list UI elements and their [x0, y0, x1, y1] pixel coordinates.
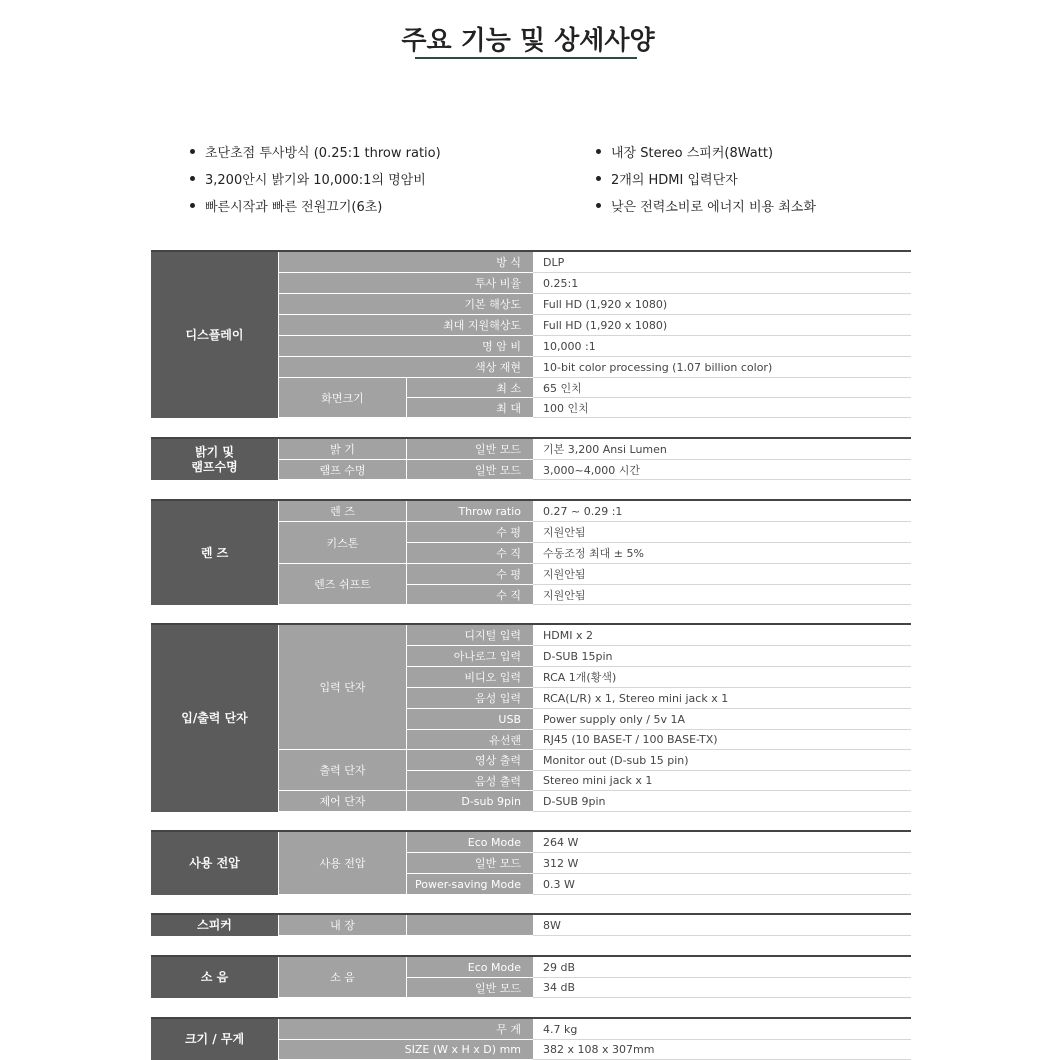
spec-value: 29 dB	[533, 957, 911, 978]
spec-label: 디지털 입력	[406, 625, 533, 646]
feature-item: 초단초점 투사방식 (0.25:1 throw ratio)	[190, 138, 441, 165]
spec-label: Throw ratio	[406, 501, 533, 522]
spec-label: 수 평	[406, 522, 533, 543]
spec-label: 명 암 비	[278, 336, 533, 357]
spec-label: 색상 재현	[278, 357, 533, 378]
spec-value: RCA 1개(황색)	[533, 667, 911, 688]
spec-label: 일반 모드	[406, 853, 533, 874]
spec-value: Power supply only / 5v 1A	[533, 709, 911, 730]
spec-value: 3,000~4,000 시간	[533, 460, 911, 480]
spec-value: HDMI x 2	[533, 625, 911, 646]
feature-list-right	[596, 138, 816, 219]
spec-label	[406, 915, 533, 936]
spec-value: Full HD (1,920 x 1080)	[533, 294, 911, 315]
spec-value: 0.3 W	[533, 874, 911, 895]
spec-value: 기본 3,200 Ansi Lumen	[533, 439, 911, 460]
title-underline	[415, 57, 637, 59]
feature-item: 내장 Stereo 스피커(8Watt)	[596, 138, 816, 165]
spec-value: 34 dB	[533, 978, 911, 998]
spec-section-size	[151, 1017, 911, 1060]
spec-label: 수 평	[406, 564, 533, 585]
section-header: 소 음	[151, 957, 278, 998]
feature-item: 2개의 HDMI 입력단자	[596, 165, 816, 192]
spec-value: Full HD (1,920 x 1080)	[533, 315, 911, 336]
spec-value: 지원안됨	[533, 585, 911, 605]
spec-value: 100 인치	[533, 398, 911, 418]
spec-group-label: 출력 단자	[278, 750, 406, 791]
feature-item: 빠른시작과 빠른 전원끄기(6초)	[190, 192, 441, 219]
bullet-icon	[190, 176, 195, 181]
spec-value: 지원안됨	[533, 522, 911, 543]
spec-label: Eco Mode	[406, 832, 533, 853]
bullet-icon	[190, 203, 195, 208]
spec-value: 0.25:1	[533, 273, 911, 294]
spec-group-label: 램프 수명	[278, 460, 406, 480]
spec-label: D-sub 9pin	[406, 791, 533, 812]
spec-label: 유선랜	[406, 730, 533, 750]
spec-value: 264 W	[533, 832, 911, 853]
spec-group-label: 렌 즈	[278, 501, 406, 522]
section-header: 디스플레이	[151, 252, 278, 418]
spec-section-brightness	[151, 437, 911, 480]
spec-group-label: 키스톤	[278, 522, 406, 564]
spec-label: SIZE (W x H x D) mm	[278, 1040, 533, 1060]
spec-label: 영상 출력	[406, 750, 533, 771]
section-header: 스피커	[151, 915, 278, 936]
spec-section-noise	[151, 955, 911, 998]
spec-label: 수 직	[406, 585, 533, 605]
bullet-icon	[190, 149, 195, 154]
bullet-icon	[596, 176, 601, 181]
spec-label: USB	[406, 709, 533, 730]
spec-label: 일반 모드	[406, 460, 533, 480]
bullet-icon	[596, 149, 601, 154]
spec-section-speaker	[151, 913, 911, 936]
spec-value: Stereo mini jack x 1	[533, 771, 911, 791]
spec-value: 4.7 kg	[533, 1019, 911, 1040]
spec-label: 무 게	[278, 1019, 533, 1040]
spec-label: 최 대	[406, 398, 533, 418]
bullet-icon	[596, 203, 601, 208]
spec-label: 투사 비율	[278, 273, 533, 294]
spec-value: 지원안됨	[533, 564, 911, 585]
feature-item: 낮은 전력소비로 에너지 비용 최소화	[596, 192, 816, 219]
spec-label: 일반 모드	[406, 439, 533, 460]
spec-group-label: 사용 전압	[278, 832, 406, 895]
spec-value: 312 W	[533, 853, 911, 874]
spec-label: Eco Mode	[406, 957, 533, 978]
spec-section-display	[151, 250, 911, 418]
spec-label: Power-saving Mode	[406, 874, 533, 895]
spec-group-label: 소 음	[278, 957, 406, 998]
spec-value: 수동조정 최대 ± 5%	[533, 543, 911, 564]
spec-value: DLP	[533, 252, 911, 273]
feature-list-left	[190, 138, 441, 219]
spec-label: 일반 모드	[406, 978, 533, 998]
spec-value: 10,000 :1	[533, 336, 911, 357]
spec-value: 65 인치	[533, 378, 911, 398]
spec-label: 기본 해상도	[278, 294, 533, 315]
spec-section-power	[151, 830, 911, 895]
spec-value: D-SUB 15pin	[533, 646, 911, 667]
spec-value: RJ45 (10 BASE-T / 100 BASE-TX)	[533, 730, 911, 750]
spec-label: 아나로그 입력	[406, 646, 533, 667]
spec-label: 음성 출력	[406, 771, 533, 791]
section-header: 입/출력 단자	[151, 625, 278, 812]
section-header: 사용 전압	[151, 832, 278, 895]
spec-value: 382 x 108 x 307mm	[533, 1040, 911, 1060]
page-title: 주요 기능 및 상세사양	[401, 26, 655, 56]
spec-label: 비디오 입력	[406, 667, 533, 688]
spec-label: 음성 입력	[406, 688, 533, 709]
section-header: 밝기 및 램프수명	[151, 439, 278, 480]
spec-group-label: 렌즈 쉬프트	[278, 564, 406, 605]
spec-group-label: 입력 단자	[278, 625, 406, 750]
spec-group-label: 제어 단자	[278, 791, 406, 812]
spec-value: RCA(L/R) x 1, Stereo mini jack x 1	[533, 688, 911, 709]
section-header: 크기 / 무게	[151, 1019, 278, 1060]
spec-value: 0.27 ~ 0.29 :1	[533, 501, 911, 522]
spec-value: Monitor out (D-sub 15 pin)	[533, 750, 911, 771]
section-header: 렌 즈	[151, 501, 278, 605]
spec-label: 최 소	[406, 378, 533, 398]
spec-group-label: 내 장	[278, 915, 406, 936]
spec-section-lens	[151, 499, 911, 605]
spec-label: 수 직	[406, 543, 533, 564]
feature-item: 3,200안시 밝기와 10,000:1의 명암비	[190, 165, 441, 192]
spec-value: 10-bit color processing (1.07 billion color)	[533, 357, 911, 378]
spec-group-label: 화면크기	[278, 378, 406, 418]
spec-label: 최대 지원해상도	[278, 315, 533, 336]
spec-value: 8W	[533, 915, 911, 936]
spec-section-io	[151, 623, 911, 812]
spec-value: D-SUB 9pin	[533, 791, 911, 812]
spec-label: 방 식	[278, 252, 533, 273]
spec-group-label: 밝 기	[278, 439, 406, 460]
